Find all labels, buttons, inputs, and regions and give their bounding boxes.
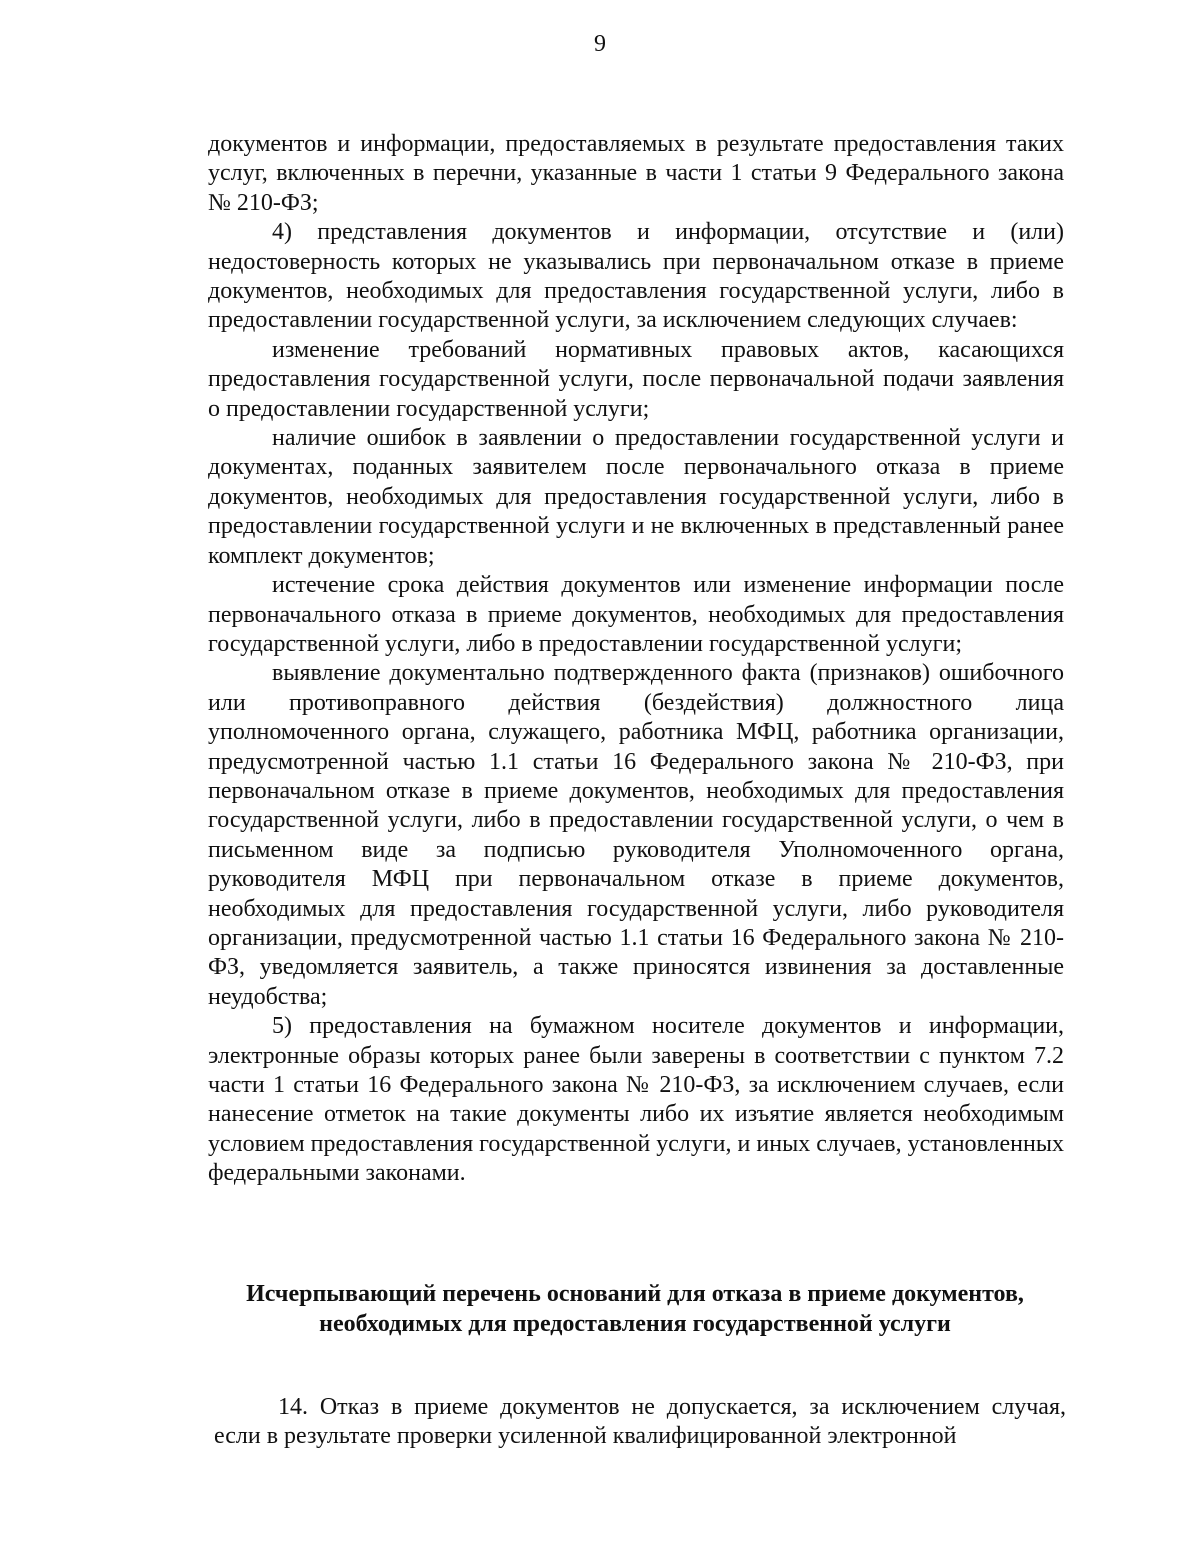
body-text	[208, 130, 1064, 1189]
page-number: 9	[594, 31, 606, 57]
paragraph-case-wrongful-action: выявление документально подтвержденного факта (признаков) ошибочного или противоправного действия (бездействия) должностного лица уполномоченного органа, служащего, работника МФЦ, работника организации, предусмотренной частью 1.1 статьи 16 Федерального закона № 210-ФЗ, при первоначальном отказе в приеме документов, необходимых для предоставления государственной услуги, либо в предоставлении государственной услуги, о чем в письменном виде за подписью руководителя Уполномоченного органа, руководителя МФЦ при первоначальном отказе в приеме документов, необходимых для предоставления государственной услуги, либо руководителя организации, предусмотренной частью 1.1 статьи 16 Федерального закона № 210-ФЗ, уведомляется заявитель, а также приносятся извинения за доставленные неудобства;	[208, 660, 1064, 1010]
paragraph-item-4: 4) представления документов и информации, отсутствие и (или) недостоверность которых не указывались при первоначальном отказе в приеме документов, необходимых для предоставления государственной услуги, либо в предоставлении государственной услуги, за исключением следующих случаев:	[208, 219, 1064, 334]
section-heading-line-2: необходимых для предоставления государственной услуги	[319, 1311, 951, 1337]
paragraph-case-errors: наличие ошибок в заявлении о предоставлении государственной услуги и документах, поданных заявителем после первоначального отказа в приеме документов, необходимых для предоставления государственной услуги, либо в предоставлении государственной услуги и не включенных в представленный ранее комплект документов;	[208, 425, 1064, 569]
section-heading	[190, 1279, 1080, 1339]
paragraph-case-expiry: истечение срока действия документов или изменение информации после первоначального отказа в приеме документов, необходимых для предоставления государственной услуги, либо в предоставлении государственной услуги;	[208, 572, 1064, 657]
section-body	[214, 1393, 1066, 1452]
paragraph-case-requirements-change: изменение требований нормативных правовых актов, касающихся предоставления государственной услуги, после первоначальной подачи заявления о предоставлении государственной услуги;	[208, 336, 1064, 422]
paragraph-continuation: документов и информации, предоставляемых в результате предоставления таких услуг, включенных в перечни, указанные в части 1 статьи 9 Федерального закона № 210-ФЗ;	[208, 131, 1064, 216]
section-heading-line-1: Исчерпывающий перечень оснований для отказа в приеме документов,	[246, 1281, 1024, 1307]
paragraph-item-5: 5) предоставления на бумажном носителе документов и информации, электронные образы которых ранее были заверены в соответствии с пунктом 7.2 части 1 статьи 16 Федерального закона № 210-ФЗ, за исключением случаев, если нанесение отметок на такие документы либо их изъятие является необходимым условием предоставления государственной услуги, и иных случаев, установленных федеральными законами.	[208, 1013, 1064, 1187]
paragraph-item-14: 14. Отказ в приеме документов не допускается, за исключением случая, если в результате проверки усиленной квалифицированной электронной	[214, 1394, 1066, 1450]
